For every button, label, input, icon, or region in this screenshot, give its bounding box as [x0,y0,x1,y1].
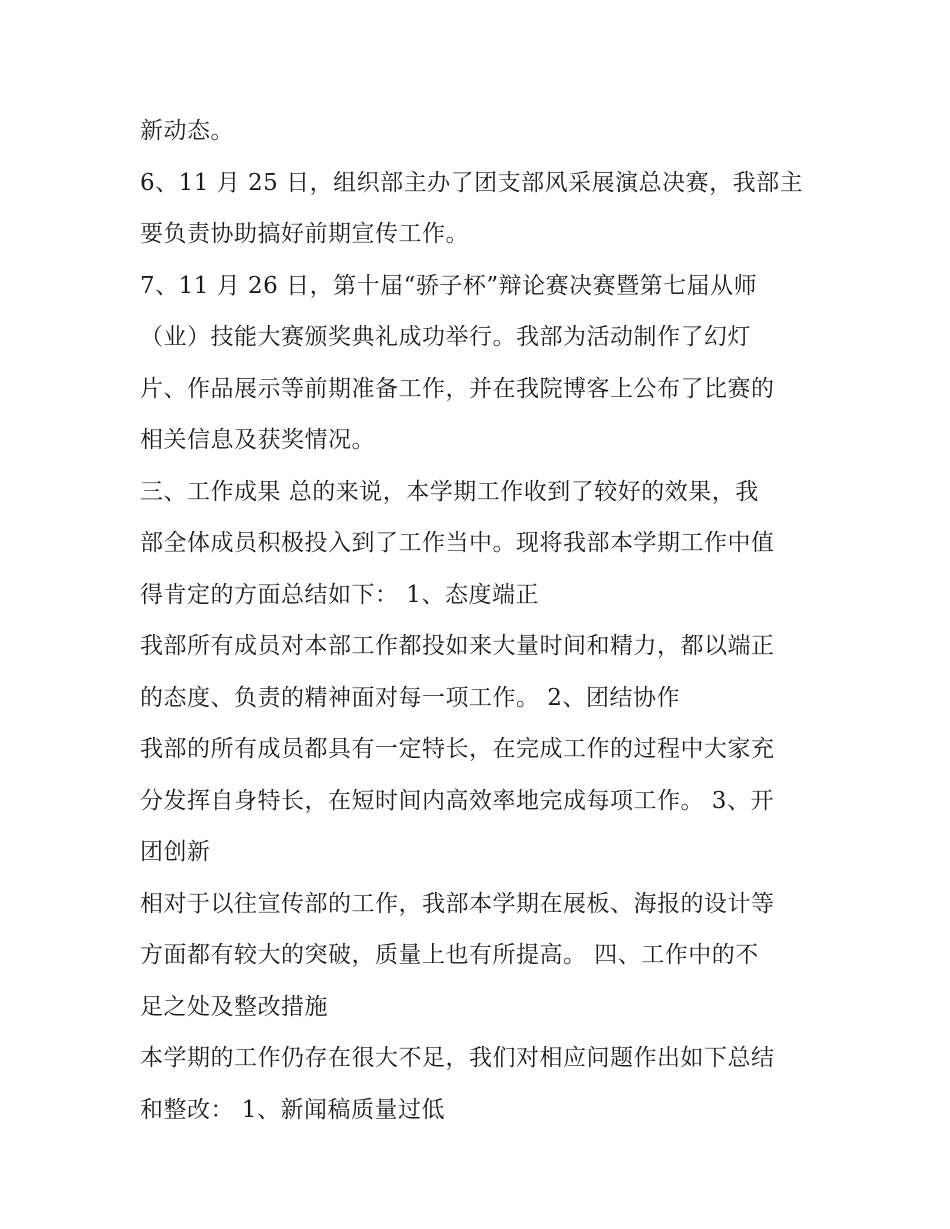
text-line: 团创新 [140,839,211,865]
text-line: 我部所有成员对本部工作都投如来大量时间和精力，都以端正 [140,633,775,659]
text-line: 本学期的工作仍存在很大不足，我们对相应问题作出如下总结 [140,1045,775,1071]
text-line: 相对于以往宣传部的工作，我部本学期在展板、海报的设计等 [140,890,775,917]
text-line: 得肯定的方面总结如下： 1、态度端正 [140,581,539,608]
text-line: 三、工作成果 总的来说，本学期工作收到了较好的效果，我 [140,478,759,505]
text-line: 和整改： 1、新闻稿质量过低 [140,1096,445,1123]
text-line: 我部的所有成员都具有一定特长，在完成工作的过程中大家充 [140,736,775,762]
document-body [140,106,820,1136]
text-line: 要负责协助搞好前期宣传工作。 [140,221,469,247]
text-line: 足之处及整改措施 [140,993,328,1020]
text-line: 7、11 月 26 日，第十届“骄子杯”辩论赛决赛暨第七届从师 [140,272,758,299]
text-line: 分发挥自身特长，在短时间内高效率地完成每项工作。 3、开 [140,787,774,814]
text-line: 的态度、负责的精神面对每一项工作。 2、团结协作 [140,684,680,711]
text-line: 新动态。 [140,118,234,144]
text-line: 部全体成员积极投入到了工作当中。现将我部本学期工作中值 [140,530,775,556]
text-line: 6、11 月 25 日，组织部主办了团支部风采展演总决赛，我部主 [140,169,804,196]
text-line: （业）技能大赛颁奖典礼成功举行。我部为活动制作了幻灯 [140,324,751,350]
text-line: 相关信息及获奖情况。 [140,427,375,453]
text-line: 片、作品展示等前期准备工作，并在我院博客上公布了比赛的 [140,375,775,402]
text-line: 方面都有较大的突破，质量上也有所提高。 四、工作中的不 [140,942,759,968]
